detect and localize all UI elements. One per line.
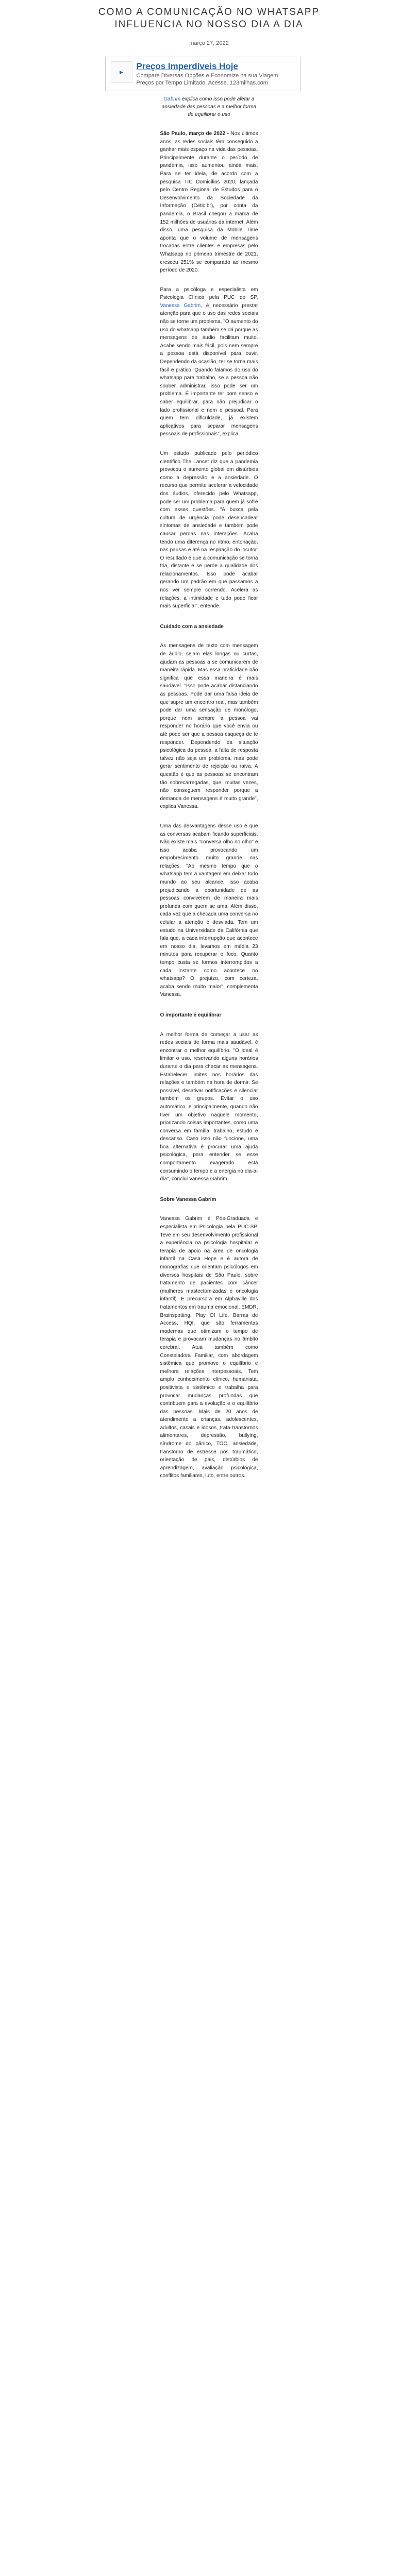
paragraph-2 [160,286,258,438]
post-date: março 27, 2022 [189,40,229,46]
dateline: São Paulo, março de 2022 - [160,131,229,137]
subheading-sobre: Sobre Vanessa Gabrim [160,1196,216,1202]
page-header [0,0,418,46]
caption-text: explica como isso pode afetar a ansiedade das pessoas e a melhor forma de equilibrar o uso [161,96,257,117]
article-body [160,130,258,1480]
ad-title-link[interactable]: Preços Imperdíveis Hoje [136,61,238,71]
article-caption [160,95,258,118]
paragraph-1-text: Nos últimos anos, as redes sociais têm conseguido a ganhar mais espaço na vida das pessoas. Principalmente durante o período de pandemia, isso aumentou ainda mais. Para se ter ideia, de acordo com a pesquisa TIC Domicílios 2020, lançada pelo Centro Regional de Estudos para o Desenvolvimento da Sociedade da Informação (Cetic.br), por conta da pandemia, o Brasil chegou a marca de 152 milhões de usuários da internet. Além disso, uma pesquisa da Mobile Time aponta que o volume de mensagens trocadas entre clientes e empresas pelo Whatsapp no primeiro trimestre de 2021, cresceu 251% se comparado ao mesmo período de 2020. [160,131,258,274]
paragraph-2-text-a: Para a psicóloga e especialista em Psicologia Clínica pela PUC de SP, [160,286,258,301]
ad-text [137,61,296,87]
paragraph-3: Um estudo publicado pelo periódico científico The Lancet diz que a pandemia provocou o aumento global em distúrbios como a depressão e a ansiedade. O recurso que permite acelerar a velocidade dos áudios, oferecido pelo Whatsapp, pode ser um problema para quem já sofre com esses questões. "A busca pela cultura de urgência pode desencadear sintomas de ansiedade e também pode causar perdas nas interações. Acaba tendo uma diferença no ritmo, entonação, nas pausas e até na respiração do locutor. O resultado é que a comunicação se torna fria, distante e se perde a qualidade dos relacionamentos. Isso pode acabar gerando um padrão em que passamos a nos ver sempre correndo. Acelera as relações, a intimidade e tudo pode ficar mais superficial", entende. [160,450,258,609]
subheading-ansiedade: Cuidado com a ansiedade [160,623,224,630]
site-title[interactable]: COMO A COMUNICAÇÃO NO WHATSAPP INFLUENCIA NO NOSSO DIA A DIA [98,7,320,30]
paragraph-6: A melhor forma de começar a usar as redes sociais de forma mais saudável, é encontrar o melhor equilíbrio. "O ideal é limitar o uso, reservando alguns horários durante o dia para checar as mensagens. Estabelecer limites nos horários das relações e também na hora de dormir. Se possível, desativar notificações e silenciar também os grupos. Evitar o uso automático, e principalmente, quando não tiver um objetivo naquele momento, priorizando coisas importantes, como uma conversa em família, trabalho, estudo e descanso. Caso isso não funcione, uma boa alternativa é procurar uma ajuda psicológica, para entender se esse comportamento exagerado está consumindo o tempo e a energia no dia-a-dia", conclui Vanessa Gabrim. [160,1031,258,1182]
author-link[interactable]: Vanessa Gabrim [160,302,201,309]
main-content [106,57,312,1480]
subheading-equilibrar: O importante é equilibrar [160,1012,222,1018]
paragraph-5: Uma das desvantagens desse uso é que as conversas acabam ficando superficiais. Não existe mais "conversa olho no olho" e isso acaba provocando um empobrecimento muito grande nas relações. "Ao mesmo tempo que o whatsapp tem a vantagem em deixar todo mundo ao seu alcance, isso acaba prejudicando a oportunidade de as pessoas conviverem de maneira mais profunda com quem se ama. Além disso, cada vez que a checada uma conversa no celular a atenção é desviada. Tem um estudo na Universidade da Califórnia que fala que, a cada interrupção que acontece em nosso dia, levamos em média 23 minutos para recuperar o foco. Quanto tempo custa se formos interrompidos a cada instante como acontece no whatsapp? O prejuízo, com certeza, acaba sendo muito maior", complementa Vanessa. [160,823,258,998]
ad-banner[interactable] [105,57,301,91]
ad-icon[interactable]: ▶ [111,61,132,83]
caption-author-link[interactable]: Gabrim [163,96,181,102]
paragraph-2-text-b: , é necessário prestar atenção para que o uso das redes sociais não se torne um problema. "O aumento do uso do whatsapp também se dá porque as mensagens de áudio facilitam muito. Acabe sendo mais fácil, pois nem sempre a pessoa está disponível para ouvir. Dependendo da ocasião, ter se torna mais fácil e prático. Quando falamos do uso do whatsapp para trabalho, se a pessoa não souber administrar, isso pode ser um problema. É importante ter bom senso e saber equilibrar, para não prejudicar o lado profissional e nem o pessoal. Para quem tem dificuldade, já existem aplicativos para separar mensagens pessoais de profissionais", explica. [160,302,258,437]
paragraph-7: Vanessa Gabrim é Pós-Graduada e especialista em Psicologia pela PUC-SP. Teve em seu desenvolvimento profissional a experiência na psicologia hospitalar e terapia de apoio na área de oncologia infantil na Casa Hope e é autora de monografias que orientam psicólogos em diversos hospitais de São Paulo, sobre tratamento de pacientes com câncer (mulheres mastectomizadas e oncologia infantil). É precursora em Alphaville dos tratamentos em trauma emocional, EMDR, Brainspotting, Play Of Life, Barras de Access, HQI, que são ferramentas modernas que otimizam o tempo de terapia e provocam mudanças no âmbito cerebral. Atua também como Consteladora Familiar, com abordagem sistêmica que promove o equilíbrio e melhora relações interpessoais. Tem amplo conhecimento clínico, humanista, positivista e sistêmico e trabalha para provocar mudanças profundas que contribuem para a evolução e o equilíbrio das pessoas. Mais de 20 anos de atendimento a crianças, adolescentes, adultos, casais e idosos, trata transtornos alimentares, depressão, bullying, síndrome do pânico, TOC, ansiedade, transtorno de estresse pós traumático, orientação de pais, distúrbios de aprendizagem, avaliação psicológica, conflitos familiares, luto, entre outros. [160,1216,258,1479]
paragraph-1 [160,130,258,275]
paragraph-4: As mensagens de texto com mensagem de áudio, sejam elas longas ou curtas, ajudam as pessoas a se comunicarem de maneira rápida. Mas essa praticidade não significa que essa maneira é mais saudável. "Isso pode acabar distanciando as pessoas. Pode dar uma falsa ideia de que supre um encontro real, mas também pode dar uma sensação de monólogo, porque nem sempre a pessoa vai responder no horário que você envia ou até pode ser que a pessoa esqueça de te responder. Dependendo da situação psicológica da pessoa, a falta de resposta talvez não seja um problema, mas pode gerar sentimento de rejeição ou raiva. A questão é que as pessoas se encontram tão sobrecarregadas, que, muitas vezes, não conseguem responder porque a demanda de mensagens é muito grande", explica Vanessa. [160,643,258,810]
ad-description: Compare Diversas Opções e Economize na sua Viagem. Preços por Tempo Limitado. Acesse. 123milhas.com [136,73,280,86]
